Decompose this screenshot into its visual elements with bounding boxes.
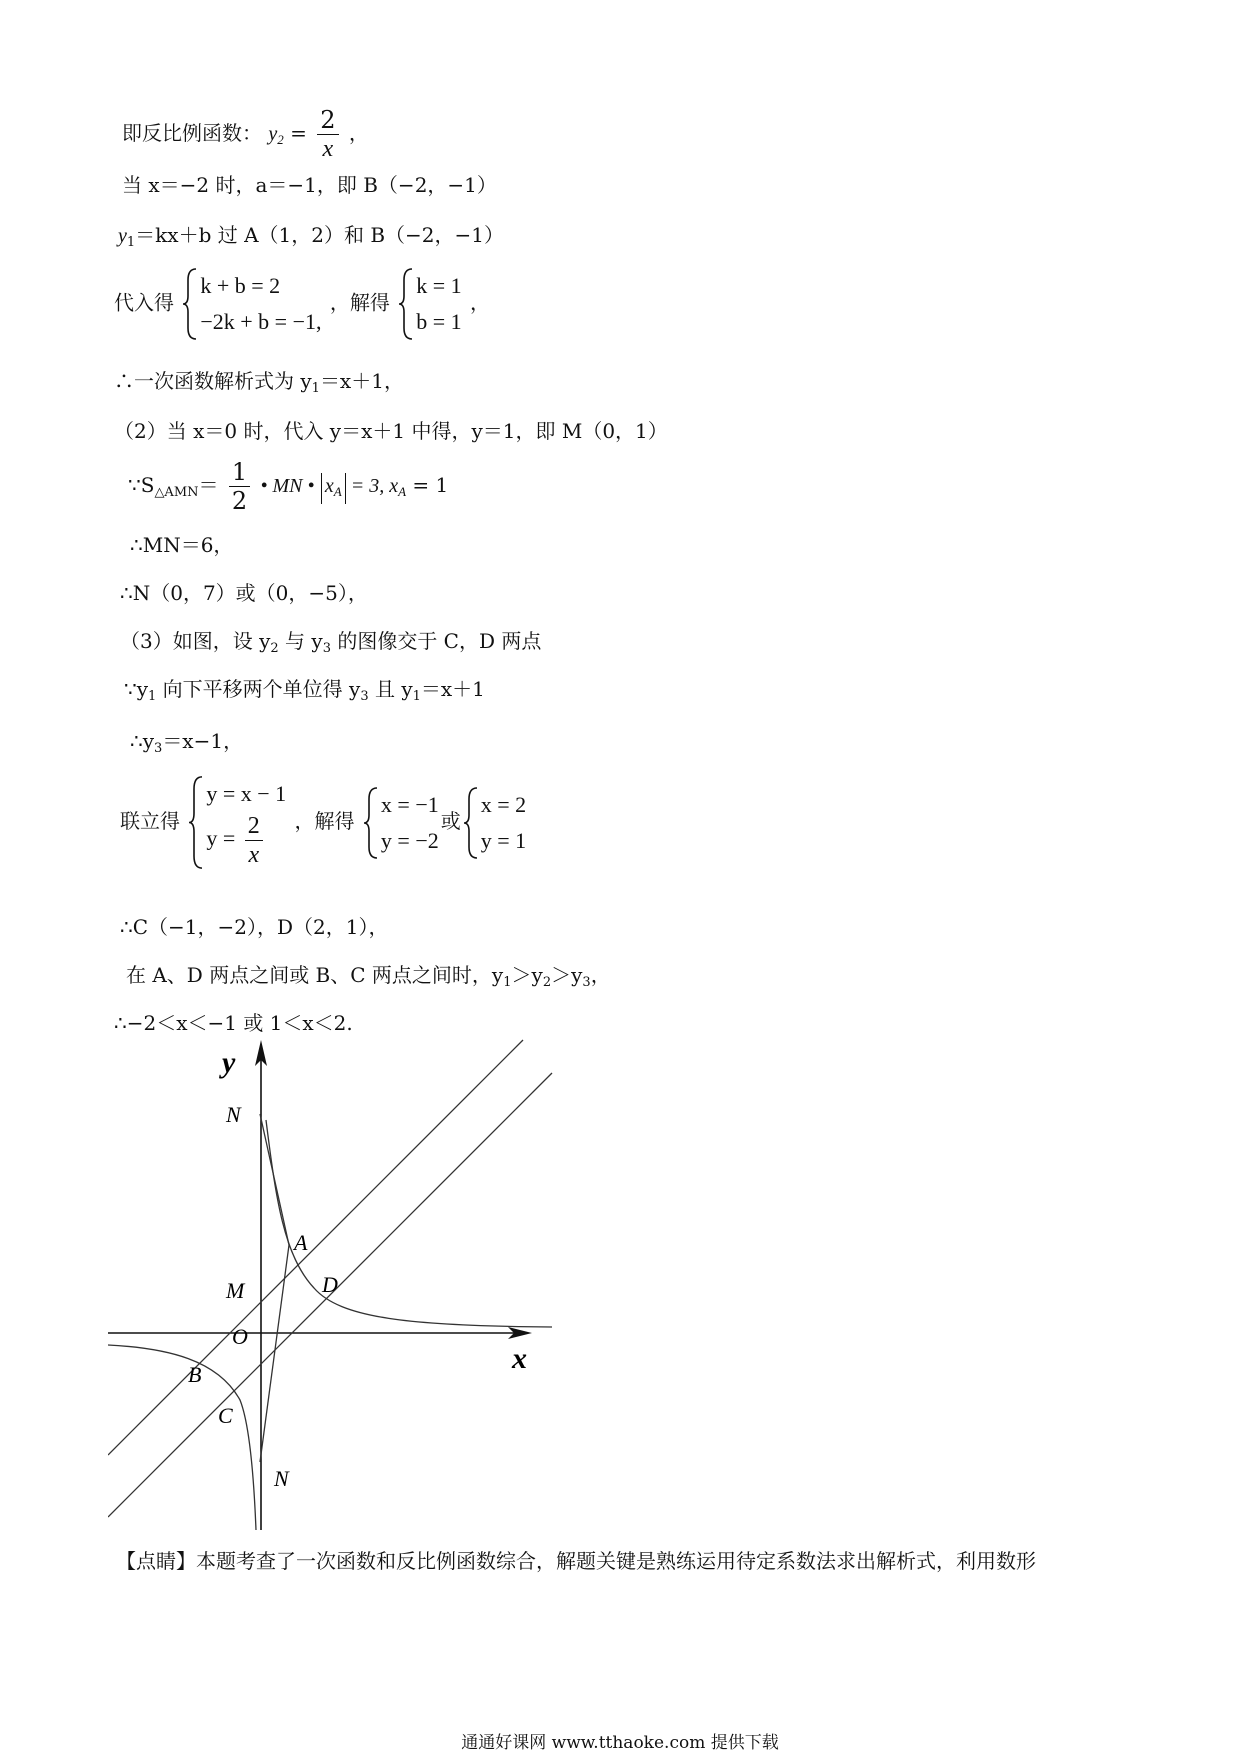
hyperbola-branch-1 (266, 1120, 552, 1327)
line-y3: $\therefore y_3=x-1$， (130, 729, 244, 756)
line-point-b: 当 x＝−2 时，a＝−1，即 B（−2，−1） (122, 173, 497, 197)
equation-system: k + b = 2 −2k + b = −1, (182, 268, 321, 340)
line-linear-passes: $y_1=kx+b$ 过 A（1，2）和 B（−2，−1） (118, 223, 504, 250)
brace-icon (188, 776, 204, 869)
line-mn: ∴MN＝6， (130, 533, 234, 557)
brace-icon (463, 787, 479, 859)
axis-y-label: y (222, 1046, 236, 1079)
fraction: $\frac{2}{x}$ (245, 812, 263, 869)
point-a-label: A (294, 1230, 308, 1255)
origin-label: O (232, 1324, 248, 1349)
line-cd-coords: ∴C（−1，−2），D（2，1）， (120, 915, 389, 939)
fraction: $\frac{1}{2}$ (229, 458, 250, 515)
equation-system: y = x − 1 y = $\frac{2}{x}$ (188, 776, 286, 869)
hyperbola-branch-2 (108, 1345, 256, 1530)
line-area: $\because S_{\triangle AMN}=$ $\frac{1}{2}$ • MN • $x_A = 3$, $x_A = 1$ (128, 458, 449, 515)
line-translate: $\because y_1$ 向下平移两个单位得 $y_3$ 且 $y_1=x+1$ (124, 677, 485, 704)
brace-icon (398, 268, 414, 340)
segment-a-n-top (260, 1114, 289, 1245)
solution-system: k = 1 b = 1 (398, 268, 461, 340)
line-n-coords: ∴N（0，7）或（0，−5）， (120, 581, 368, 605)
fraction: $\frac{2}{x}$ (317, 106, 338, 163)
line-part-3: （3）如图，设 $y_2$ 与 $y_3$ 的图像交于 C，D 两点 (120, 629, 542, 656)
footer: 通通好课网 www.tthaoke.com 提供下载 (461, 1733, 779, 1753)
point-n-top-label: N (226, 1102, 241, 1127)
line-commentary: 【点睛】本题考查了一次函数和反比例函数综合，解题关键是熟练运用待定系数法求出解析式，利用数形 (116, 1549, 1036, 1573)
point-c-label: C (218, 1403, 233, 1428)
absolute-value: $x_A$ (321, 473, 346, 504)
line-part-2: （2）当 x＝0 时，代入 y＝x＋1 中得，y＝1，即 M（0，1） (114, 419, 668, 443)
solution-system-2: x = 2 y = 1 (463, 787, 526, 859)
line-linear-result: ∴一次函数解析式为 $y_1=x+1$， (114, 369, 404, 396)
text: 即反比例函数： (122, 121, 262, 145)
point-b-label: B (188, 1362, 202, 1387)
point-n-bottom-label: N (274, 1466, 289, 1491)
line-substitute-system: 代入得 k + b = 2 −2k + b = −1, ，解得 k = 1 b = 1 ， (114, 268, 490, 340)
axis-x-label: x (512, 1342, 527, 1375)
brace-icon (363, 787, 379, 859)
line-answer: ∴−2＜x＜−1 或 1＜x＜2. (114, 1011, 353, 1035)
segment-a-n-bottom (260, 1245, 289, 1462)
point-m-label: M (226, 1278, 245, 1303)
line-simultaneous: 联立得 y = x − 1 y = $\frac{2}{x}$ ，解得 x = −1 y = −2 或 x = 2 y = 1 (120, 776, 528, 869)
point-d-label: D (322, 1272, 338, 1297)
line-condition: 在 A、D 两点之间或 B、C 两点之间时，$y_1>y_2>y_3$， (126, 963, 611, 990)
brace-icon (182, 268, 198, 340)
solution-system-1: x = −1 y = −2 (363, 787, 439, 859)
line-inverse-function: 即反比例函数： $y_2$ = $\frac{2}{x}$ ， (122, 106, 369, 162)
line-y1 (108, 1040, 523, 1455)
function-graph (108, 1030, 560, 1530)
